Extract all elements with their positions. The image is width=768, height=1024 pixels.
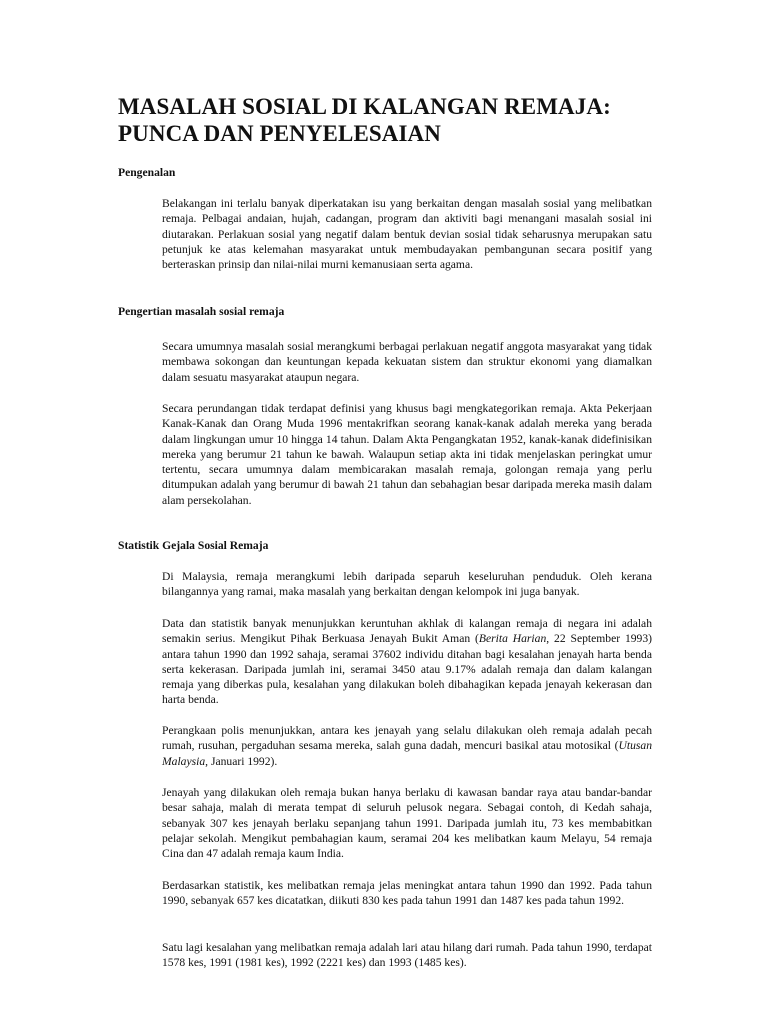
title-line-1: MASALAH SOSIAL DI KALANGAN REMAJA:: [118, 94, 611, 119]
paragraph-pengertian-2: Secara perundangan tidak terdapat definisi yang khusus bagi mengkategorikan remaja. Akta Pekerjaan Kanak-Kanak dan Orang Muda 1996 mentakrifkan seorang kanak-kanak adalah mereka yang berada dalam lingkungan umur 10 hingga 14 tahun. Dalam Akta Pengangkatan 1952, kanak-kanak didefinisikan mereka yang berumur 21 tahun ke bawah. Walaupun setiap akta ini tidak menjelaskan peringkat umur tertentu, secara umumnya dalam membicarakan masalah remaja, golongan remaja yang perlu ditumpukan adalah yang berumur di bawah 21 tahun dan sebahagian besar daripada mereka masih dalam alam persekolahan.: [162, 402, 652, 507]
document-title: [118, 93, 678, 147]
paragraph-statistik-4: Jenayah yang dilakukan oleh remaja bukan hanya berlaku di kawasan bandar raya atau bandar-bandar besar sahaja, malah di merata tempat di seluruh pelusok negara. Sebagai contoh, di Kedah sahaja, sebanyak 307 kes jenayah berlaku sepanjang tahun 1991. Daripada jumlah itu, 73 kes membabitkan pelajar sekolah. Mengikut pembahagian kaum, seramai 204 kes melibatkan kaum Melayu, 54 remaja Cina dan 47 adalah remaja kaum India.: [162, 786, 652, 861]
citation-berita-harian: Berita Harian: [478, 632, 547, 646]
text-run: Data dan statistik banyak menunjukkan keruntuhan akhlak di kalangan remaja di negara ini adalah semakin serius. Mengikut Pihak Berkuasa Jenayah Bukit Aman (: [162, 617, 652, 646]
text-run: , 22 September 1993) antara tahun 1990 dan 1992 sahaja, seramai 37602 individu ditahan bagi kesalahan jenayah harta benda serta kekerasan. Daripada jumlah ini, seramai 3450 atau 9.17% adalah remaja dan dalam kalangan remaja yang diberkas pula, kesalahan yang dilakukan boleh dibahagikan kepada jenayah kekerasan dan harta benda.: [162, 632, 652, 707]
title-line-2: PUNCA DAN PENYELESAIAN: [118, 121, 441, 146]
heading-pengertian: Pengertian masalah sosial remaja: [118, 305, 285, 318]
text-run: Perangkaan polis menunjukkan, antara kes jenayah yang selalu dilakukan oleh remaja adalah pecah rumah, rusuhan, pergaduhan sesama mereka, salah guna dadah, mencuri basikal atau motosikal (: [162, 724, 652, 753]
paragraph-pengertian-1: Secara umumnya masalah sosial merangkumi berbagai perlakuan negatif anggota masyarakat yang tidak membawa sokongan dan keuntungan kepada kekuatan sistem dan struktur ekonomi yang diamalkan dalam sesuatu masyarakat ataupun negara.: [162, 340, 652, 384]
paragraph-statistik-5: Berdasarkan statistik, kes melibatkan remaja jelas meningkat antara tahun 1990 dan 1992. Pada tahun 1990, sebanyak 657 kes dicatatkan, diikuti 830 kes pada tahun 1991 dan 1487 kes pada tahun 1992.: [162, 879, 652, 908]
text-run: , Januari 1992).: [205, 754, 278, 768]
paragraph-pengenalan: Belakangan ini terlalu banyak diperkatakan isu yang berkaitan dengan masalah sosial yang melibatkan remaja. Pelbagai andaian, hujah, cadangan, program dan aktiviti bagi menangani masalah sosial ini diutarakan. Perlakuan sosial yang negatif dalam bentuk devian sosial tidak seharusnya merupakan satu petunjuk ke atas kelemahan masyarakat untuk membudayakan pembangunan secara positif yang berteraskan prinsip dan nilai-nilai murni kemanusiaan serta agama.: [162, 197, 652, 272]
paragraph-statistik-2: [162, 616, 652, 708]
paragraph-statistik-1: Di Malaysia, remaja merangkumi lebih daripada separuh keseluruhan penduduk. Oleh kerana bilangannya yang ramai, maka masalah yang berkaitan dengan kelompok ini juga banyak.: [162, 570, 652, 599]
paragraph-statistik-6: Satu lagi kesalahan yang melibatkan remaja adalah lari atau hilang dari rumah. Pada tahun 1990, terdapat 1578 kes, 1991 (1981 kes), 1992 (2221 kes) dan 1993 (1485 kes).: [162, 941, 652, 970]
heading-statistik: Statistik Gejala Sosial Remaja: [118, 539, 269, 552]
citation-utusan-malaysia: Utusan Malaysia: [162, 739, 652, 768]
heading-pengenalan: Pengenalan: [118, 166, 176, 179]
paragraph-statistik-3: [162, 723, 652, 769]
